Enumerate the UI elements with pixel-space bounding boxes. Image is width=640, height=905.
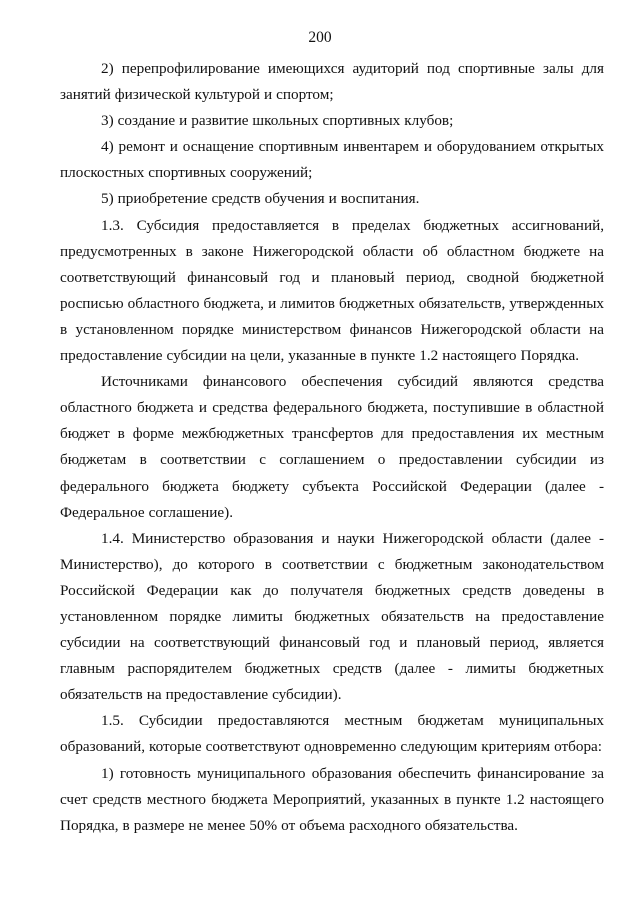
criterion-1-paragraph: 1) готовность муниципального образования обеспечить финансирование за счет средств местного бюджета Мероприятий, указанных в пункте 1.2 настоящего Порядка, в размере не менее 50% от объема расходного обязательства. bbox=[60, 764, 604, 834]
list-item-5: 5) приобретение средств обучения и воспитания. bbox=[101, 190, 420, 208]
page-number: 200 bbox=[308, 29, 332, 46]
funding-sources-paragraph: Источниками финансового обеспечения субсидий являются средства областного бюджета и средства федерального бюджета, поступившие в областной бюджет в форме межбюджетных трансфертов для предоставления их местным бюджетам в соответствии с соглашением о предоставлении субсидии из федерального бюджета бюджету субъекта Российской Федерации (далее - Федеральное соглашение). bbox=[60, 373, 604, 521]
list-item-2: 2) перепрофилирование имеющихся аудиторий под спортивные залы для занятий физической культурой и спортом; bbox=[60, 60, 604, 104]
section-1-4-paragraph: 1.4. Министерство образования и науки Нижегородской области (далее - Министерство), до которого в соответствии с бюджетным законодательством Российской Федерации как до получателя бюджетных средств доведены в установленном порядке лимиты бюджетных обязательств на предоставление субсидии на соответствующий финансовый год и плановый период, является главным распорядителем бюджетных средств (далее - лимиты бюджетных обязательств на предоставление субсидии). bbox=[60, 529, 604, 704]
list-item-3: 3) создание и развитие школьных спортивных клубов; bbox=[101, 112, 454, 130]
list-item-4: 4) ремонт и оснащение спортивным инвентарем и оборудованием открытых плоскостных спортивных сооружений; bbox=[60, 138, 604, 182]
section-1-3-paragraph: 1.3. Субсидия предоставляется в пределах бюджетных ассигнований, предусмотренных в законе Нижегородской области об областном бюджете на соответствующий финансовый год и плановый период, сводной бюджетной росписью областного бюджета, и лимитов бюджетных обязательств, утвержденных в установленном порядке министерством финансов Нижегородской области на предоставление субсидии на цели, указанные в пункте 1.2 настоящего Порядка. bbox=[60, 216, 604, 365]
section-1-5-paragraph: 1.5. Субсидии предоставляются местным бюджетам муниципальных образований, которые соответствуют одновременно следующим критериям отбора: bbox=[60, 712, 604, 756]
document-body bbox=[60, 56, 604, 839]
